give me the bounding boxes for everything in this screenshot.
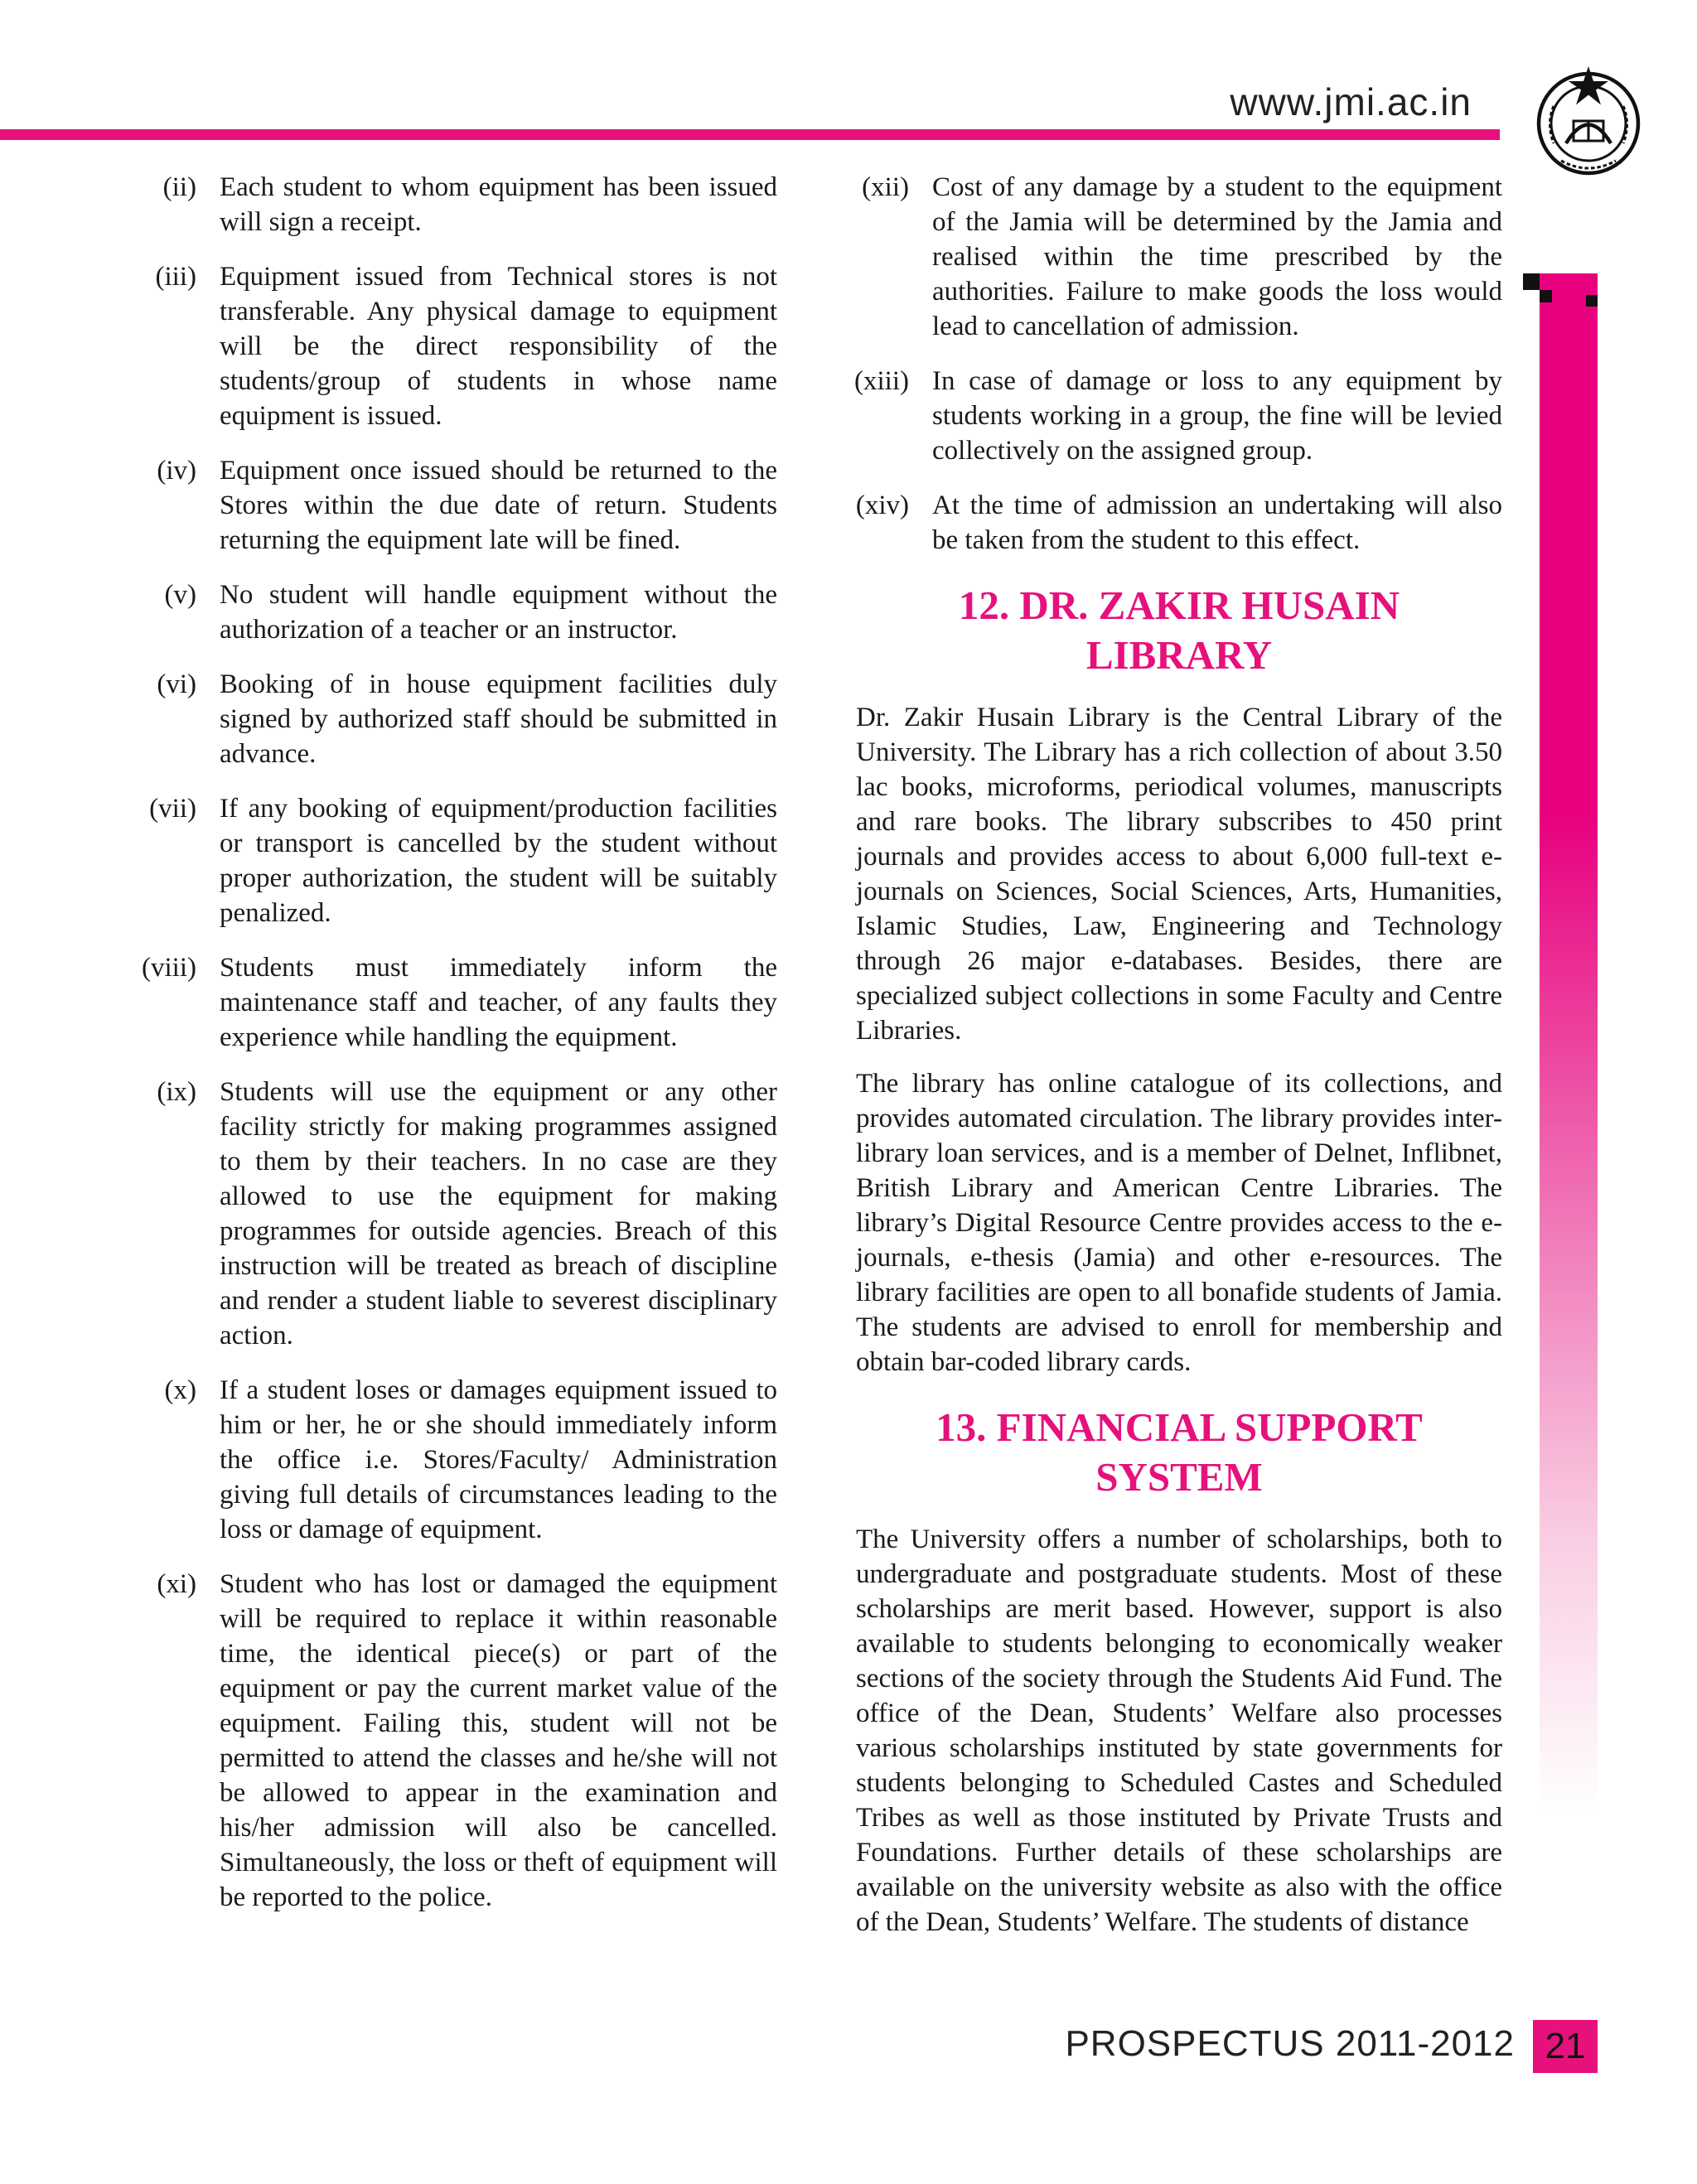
item-text: Students will use the equipment or any other facility strictly for making programmes assigned to them by their teachers. In no case are they allowed to use the equipment for making programmes for outside agencies. Breach of this instruction will be treated as breach of discipline and render a student liable to severest disciplinary action. xyxy=(220,1077,777,1351)
financial-support-paragraph: The University offers a number of scholarships, both to undergraduate and postgraduate students. Most of these scholarships are merit based. However, support is also available to students belonging to economically weaker sections of the society through the Students Aid Fund. The office of the Dean, Students’ Welfare also processes various scholarships instituted by state governments for students belonging to Scheduled Castes and Scheduled Tribes as well as those instituted by Private Trusts and Foundations. Further details of these scholarships are available on the university website as also with the office of the Dean, Students’ Welfare. The students of distance xyxy=(856,1524,1502,1937)
rule-item xyxy=(856,364,1502,468)
heading-line: 12. DR. ZAKIR HUSAIN xyxy=(958,582,1400,628)
rule-item xyxy=(856,170,1502,344)
rule-item xyxy=(149,577,777,647)
rule-item xyxy=(149,1075,777,1353)
item-number: (xi) xyxy=(157,1569,196,1599)
decorative-square xyxy=(1586,295,1598,307)
rule-item xyxy=(149,667,777,771)
page-number: 21 xyxy=(1533,2020,1598,2073)
decorative-square xyxy=(1540,290,1552,302)
library-paragraph: Dr. Zakir Husain Library is the Central Library of the University. The Library has a rich collection of about 3.50 lac books, microforms, periodical volumes, manuscripts and rare books. The library subscribes to 450 print journals and provides access to about 6,000 full-text e-journals on Sciences, Social Sciences, Arts, Humanities, Islamic Studies, Law, Engineering and Technology through 26 major e-databases. Besides, there are specialized subject collections in some Faculty and Centre Libraries. xyxy=(856,703,1502,1046)
item-text: Students must immediately inform the maintenance staff and teacher, of any faults they experience while handling the equipment. xyxy=(220,953,777,1052)
item-number: (ii) xyxy=(162,172,196,202)
rule-item xyxy=(142,950,777,1055)
header-rule xyxy=(0,129,1500,140)
item-number: (iv) xyxy=(157,456,196,486)
item-text: In case of damage or loss to any equipment by students working in a group, the fine will be levied collectively on the assigned group. xyxy=(932,366,1502,466)
item-text: Booking of in house equipment facilities duly signed by authorized staff should be submitted in advance. xyxy=(220,669,777,769)
heading-line: SYSTEM xyxy=(1095,1454,1263,1500)
section-heading-library xyxy=(856,581,1502,680)
item-text: At the time of admission an undertaking will also be taken from the student to this effect. xyxy=(932,490,1502,555)
item-number: (vii) xyxy=(149,794,196,824)
library-paragraph: The library has online catalogue of its collections, and provides automated circulation. The library provides inter-library loan services, and is a member of Delnet, Inflibnet, British Library and American Centre Libraries. The library’s Digital Resource Centre provides access to the e-journals, e-thesis (Jamia) and other e-resources. The library facilities are open to all bonafide students of Jamia. The students are advised to enroll for membership and obtain bar-coded library cards. xyxy=(856,1069,1502,1377)
heading-line: LIBRARY xyxy=(1085,632,1273,678)
rule-item xyxy=(149,453,777,558)
rule-item xyxy=(149,1373,777,1547)
rule-item xyxy=(149,170,777,239)
item-text: Student who has lost or damaged the equipment will be required to replace it within reasonable time, the identical piece(s) or part of the equipment or pay the current market value of the equipment. Failing this, student will not be permitted to attend the classes and he/she will not be allowed to appear in the examination and his/her admission will also be cancelled. Simultaneously, the loss or theft of equipment will be reported to the police. xyxy=(220,1569,777,1912)
item-text: If a student loses or damages equipment issued to him or her, he or she should immediately inform the office i.e. Stores/Faculty/ Administration giving full details of circumstances leading to the loss or damage of equipment. xyxy=(220,1375,777,1544)
section-heading-financial-support xyxy=(856,1403,1502,1502)
item-text: Equipment once issued should be returned to the Stores within the due date of return. Students returning the equipment late will be fined. xyxy=(220,456,777,555)
rule-item xyxy=(149,259,777,433)
item-number: (xiii) xyxy=(854,366,909,396)
item-number: (viii) xyxy=(142,953,196,983)
decorative-square xyxy=(1523,273,1540,290)
footer-title: PROSPECTUS 2011-2012 xyxy=(1065,2023,1515,2064)
item-text: Each student to whom equipment has been issued will sign a receipt. xyxy=(220,172,777,237)
item-number: (x) xyxy=(164,1375,196,1405)
item-text: No student will handle equipment without the authorization of a teacher or an instructor. xyxy=(220,580,777,645)
rule-item xyxy=(149,1567,777,1915)
item-number: (xiv) xyxy=(855,490,909,520)
left-column xyxy=(142,170,777,1935)
item-number: (iii) xyxy=(155,262,196,292)
item-number: (v) xyxy=(164,580,196,610)
decorative-side-bar xyxy=(1540,273,1598,1814)
right-column xyxy=(856,170,1502,1958)
item-number: (ix) xyxy=(157,1077,196,1107)
item-text: Equipment issued from Technical stores is not transferable. Any physical damage to equipment will be the direct responsibility of the students/group of students in whose name equipment is issued. xyxy=(220,262,777,431)
item-number: (xii) xyxy=(862,172,909,202)
rule-item xyxy=(149,791,777,930)
item-number: (vi) xyxy=(157,669,196,699)
site-url: www.jmi.ac.in xyxy=(1230,80,1472,123)
item-text: If any booking of equipment/production facilities or transport is cancelled by the student without proper authorization, the student will be suitably penalized. xyxy=(220,794,777,928)
university-seal-icon xyxy=(1526,56,1651,181)
item-text: Cost of any damage by a student to the equipment of the Jamia will be determined by the Jamia and realised within the time prescribed by the authorities. Failure to make goods the loss would lead to cancellation of admission. xyxy=(932,172,1502,341)
rule-item xyxy=(856,488,1502,558)
heading-line: 13. FINANCIAL SUPPORT xyxy=(936,1404,1423,1450)
